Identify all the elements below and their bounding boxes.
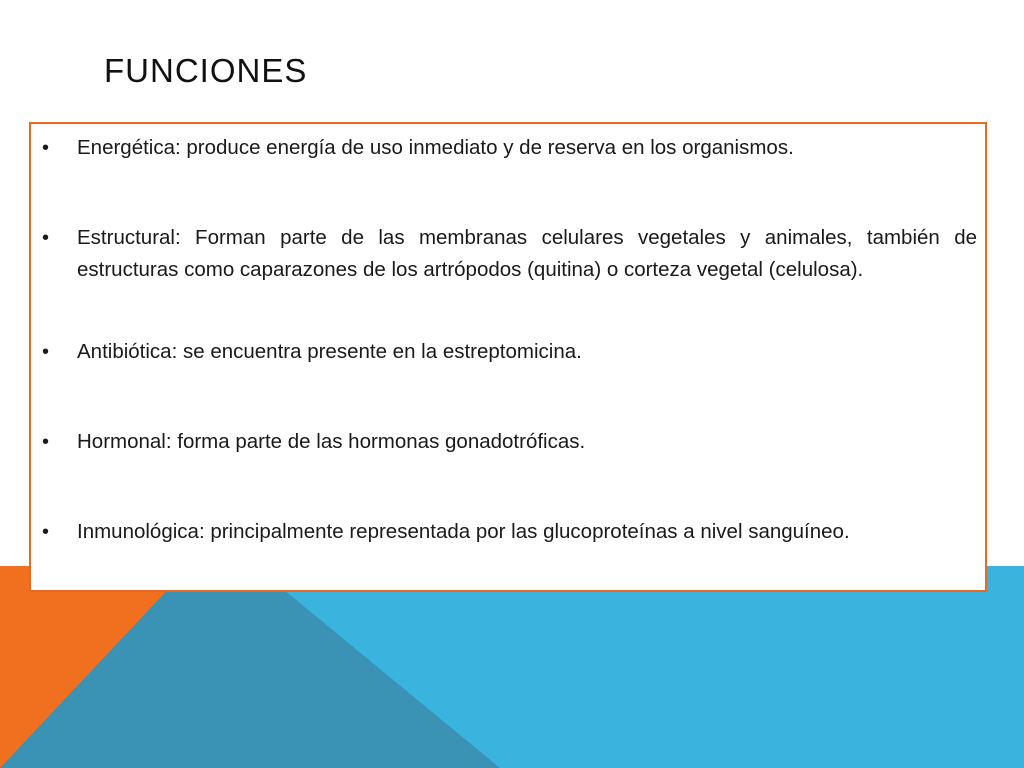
bullet-list bbox=[31, 124, 985, 590]
content-box bbox=[29, 122, 987, 592]
bullet-item-energetica bbox=[42, 132, 977, 164]
bullet-item-antibiotica bbox=[42, 336, 977, 368]
bullet-text: Hormonal: forma parte de las hormonas gonadotróficas. bbox=[77, 430, 586, 453]
bullet-dot: • bbox=[42, 521, 50, 543]
bullet-item-hormonal bbox=[42, 426, 977, 458]
bullet-text: Inmunológica: principalmente representada por las glucoproteínas a nivel sanguíneo. bbox=[77, 520, 850, 543]
bullet-dot: • bbox=[42, 431, 50, 453]
bullet-dot: • bbox=[42, 137, 50, 159]
slide-title: FUNCIONES bbox=[104, 52, 308, 89]
bullet-dot: • bbox=[42, 227, 50, 249]
bullet-item-inmunologica bbox=[42, 516, 977, 548]
bullet-dot: • bbox=[42, 341, 50, 363]
bullet-text: Energética: produce energía de uso inmediato y de reserva en los organismos. bbox=[77, 136, 794, 159]
bullet-text: Estructural: Forman parte de las membranas celulares vegetales y animales, también de estructuras como caparazones de los artrópodos (quitina) o corteza vegetal (celulosa). bbox=[77, 226, 977, 281]
bullet-item-estructural bbox=[42, 222, 977, 286]
bullet-text: Antibiótica: se encuentra presente en la estreptomicina. bbox=[77, 340, 582, 363]
